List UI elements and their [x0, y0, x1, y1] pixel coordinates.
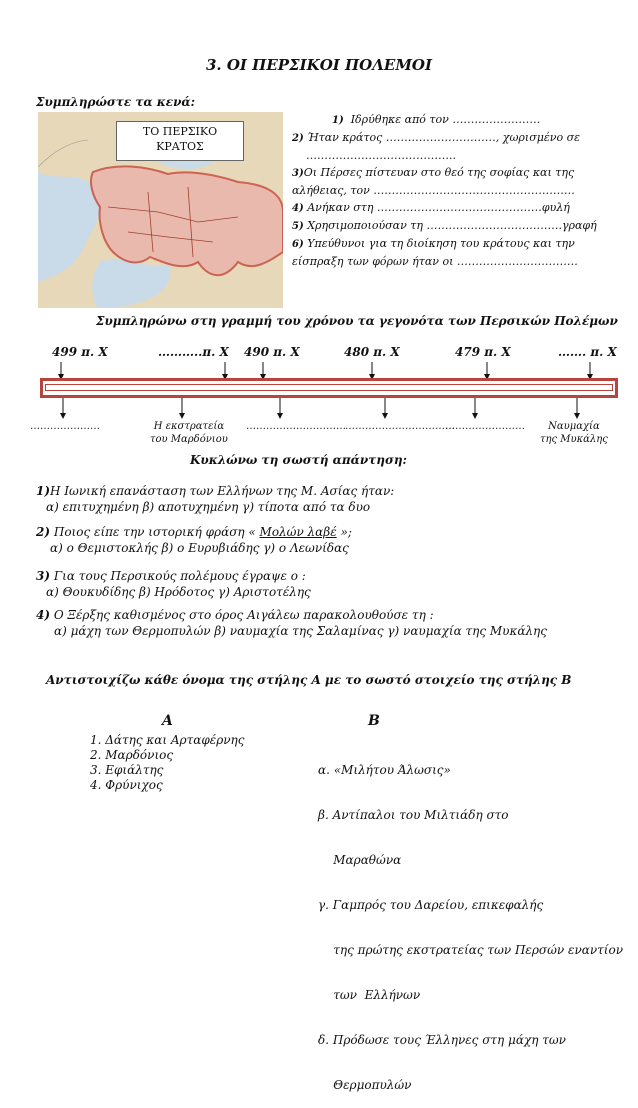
column-a-item: 4. Φρύνιχος [90, 778, 163, 792]
fill-item: 6) Υπεύθυνοι για τη διοίκηση του κράτους και την [292, 237, 575, 250]
column-b-item: γ. Γαμπρός του Δαρείου, επικεφαλής [318, 898, 544, 912]
timeline-event: …………………… [445, 421, 525, 432]
fill-item: 1) Ιδρύθηκε από τον …………………… [332, 113, 541, 126]
circle-heading: Κυκλώνω τη σωστή απάντηση: [190, 453, 407, 467]
map-label-line1: ΤΟ ΠΕΡΣΙΚΟ [142, 125, 218, 138]
timeline-heading: Συμπληρώνω στη γραμμή του χρόνου τα γεγονότα των Περσικών Πολέμων [96, 314, 618, 328]
fill-item: 5) Χρησιμοποιούσαν τη ……………………………….γραφή [292, 219, 597, 232]
column-b-item: των Ελλήνων [318, 988, 421, 1002]
column-a-item: 2. Μαρδόνιος [90, 748, 174, 762]
question: 2) Ποιος είπε την ιστορική φράση « Μολών λαβέ »; α) ο Θεμιστοκλής β) ο Ευρυβιάδης γ) ο Λεωνίδας [36, 525, 352, 555]
timeline-date: 499 π. Χ [52, 345, 108, 359]
timeline-date: ……. π. Χ [558, 345, 617, 359]
question: 4) Ο Ξέρξης καθισμένος στο όρος Αιγάλεω παρακολουθούσε τη : α) μάχη των Θερμοπυλών β) ναυμαχία της Σαλαμίνας γ) ναυμαχία της Μυκάλης [36, 608, 547, 638]
column-b-item: β. Αντίπαλοι του Μιλτιάδη στο [318, 808, 509, 822]
column-a-item: 3. Εφιάλτης [90, 763, 164, 777]
timeline-event: …………………………… [345, 421, 455, 432]
map-label-box [116, 121, 244, 161]
timeline-date: 490 π. Χ [244, 345, 300, 359]
fill-item: είσπραξη των φόρων ήταν οι …………………………… [292, 255, 578, 268]
match-heading: Αντιστοιχίζω κάθε όνομα της στήλης Α με το σωστό στοιχείο της στήλης Β [46, 673, 572, 687]
column-b-item: της πρώτης εκστρατείας των Περσών εναντίον [318, 943, 624, 957]
column-a [90, 733, 244, 793]
map-label-line2: ΚΡΑΤΟΣ [156, 140, 204, 153]
timeline-date: 480 π. Χ [344, 345, 400, 359]
page-title: 3. ΟΙ ΠΕΡΣΙΚΟΙ ΠΟΛΕΜΟΙ [205, 56, 433, 74]
timeline-event: ………………… [30, 421, 100, 432]
question: 1)Η Ιωνική επανάσταση των Ελλήνων της Μ. Ασίας ήταν: α) επιτυχημένη β) αποτυχημένη γ) τίποτα από τα δυο [36, 484, 395, 514]
column-a-item: 1. Δάτης και Αρταφέρνης [90, 733, 245, 747]
column-b [318, 733, 623, 1108]
timeline-date: 479 π. Χ [455, 345, 511, 359]
column-b-item: Θερμοπυλών [318, 1078, 412, 1092]
column-b-item: α. «Μιλήτου Άλωσις» [318, 763, 451, 777]
fill-item: 3)Οι Πέρσες πίστευαν στο θεό της σοφίας και της [292, 166, 575, 179]
timeline-bar-inner [45, 384, 613, 391]
fill-item: 4) Ανήκαν στη ………………………………………φυλή [292, 201, 570, 214]
timeline-event: Ναυμαχία της Μυκάλης [540, 421, 608, 445]
column-b-item: δ. Πρόδωσε τους Έλληνες στη μάχη των [318, 1033, 566, 1047]
fill-item: ………………………………….. [306, 149, 456, 162]
timeline-bar [40, 378, 618, 398]
column-b-title: Β [368, 713, 380, 729]
fill-item: 2) Ήταν κράτος …………………………, χωρισμένο σε [292, 131, 580, 144]
timeline-date: ………..π. Χ [158, 345, 229, 359]
timeline-event: Η εκστρατεία του Μαρδόνιου [150, 421, 228, 445]
fill-item: αλήθειας, τον ………………………………………………. [292, 184, 575, 197]
fill-items [292, 111, 632, 270]
fill-heading: Συμπληρώστε τα κενά: [36, 95, 196, 109]
question: 3) Για τους Περσικούς πολέμους έγραψε ο : α) Θουκυδίδης β) Ηρόδοτος γ) Αριστοτέλης [36, 569, 311, 599]
column-a-title: Α [162, 713, 173, 729]
timeline-event: ………………………… [246, 421, 346, 432]
column-b-item: Μαραθώνα [318, 853, 402, 867]
